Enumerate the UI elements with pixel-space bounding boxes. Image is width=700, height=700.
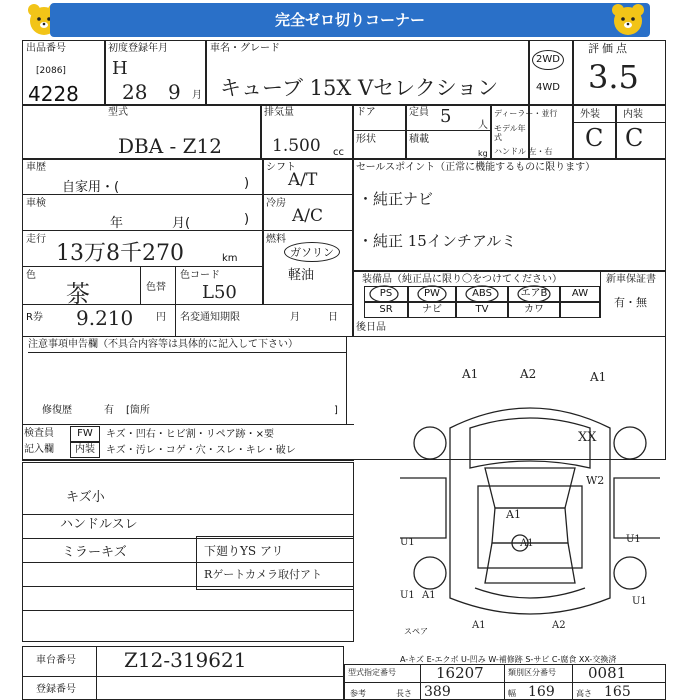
interior-label: 内装 bbox=[70, 442, 100, 458]
inspection-label: 車検 bbox=[26, 198, 46, 209]
reg-label: 初度登録年月 bbox=[108, 43, 168, 54]
remark-line-2: ハンドルスレ bbox=[60, 517, 138, 532]
equip-leather: カワ bbox=[508, 302, 560, 318]
int-label: 内装 bbox=[623, 109, 643, 120]
score-value: 3.5 bbox=[588, 58, 639, 96]
selling-label: セールスポイント（正常に機能するものに限ります） bbox=[356, 162, 596, 173]
reg-month-unit: 月 bbox=[192, 90, 202, 101]
shift-value: A/T bbox=[288, 170, 318, 190]
ext-value: C bbox=[585, 124, 604, 152]
mark-a1-rear-left: A1 bbox=[422, 590, 436, 601]
model-value: DBA - Z12 bbox=[118, 134, 222, 158]
mark-u1-left: U1 bbox=[400, 537, 415, 548]
fuel-alt: 軽油 bbox=[288, 268, 315, 283]
mark-u1-rear-left: U1 bbox=[400, 590, 415, 601]
later-label: 後日品 bbox=[356, 322, 386, 333]
ext-label: 外装 bbox=[580, 109, 600, 120]
equip-navi: ナビ bbox=[408, 302, 456, 318]
equip-circles bbox=[364, 284, 600, 304]
disp-unit: cc bbox=[333, 147, 344, 158]
recycle-unit: 円 bbox=[156, 312, 166, 323]
class-value: 0081 bbox=[588, 664, 627, 682]
ac-value: A/C bbox=[292, 206, 324, 226]
bear-logo-right bbox=[610, 2, 646, 38]
seats-unit: 人 bbox=[478, 120, 488, 131]
selling-point-2: ・純正 15インチアルミ bbox=[358, 232, 517, 250]
deadline-month: 月 bbox=[290, 312, 300, 323]
warranty-value: 有・無 bbox=[614, 296, 647, 309]
equipment-label: 装備品（純正品に限り〇をつけてください） bbox=[362, 274, 562, 285]
mark-a1-front-left: A1 bbox=[462, 367, 479, 381]
chassis-label: 車台番号 bbox=[36, 655, 76, 666]
history-label: 車歴 bbox=[26, 162, 46, 173]
mark-u1-rear-right: U1 bbox=[632, 596, 647, 607]
load-unit: kg bbox=[478, 149, 488, 158]
spare-label: スペア bbox=[404, 627, 428, 636]
inspection-close: ) bbox=[244, 212, 250, 227]
remark-box-line-2: Rゲートカメラ取付アト bbox=[204, 568, 322, 581]
remark-line-1: キズ小 bbox=[66, 490, 105, 505]
inspection-year: 年 bbox=[110, 216, 124, 231]
history-value: 自家用・( bbox=[62, 180, 120, 195]
disp-value: 1.500 bbox=[272, 136, 321, 156]
reg-month: 9 bbox=[168, 80, 181, 104]
inspector-label-1: 検査員 bbox=[24, 428, 54, 439]
height-value: 165 bbox=[604, 684, 631, 700]
dealer-label: ディーラー・並行 bbox=[494, 109, 558, 118]
color-code-value: L50 bbox=[202, 282, 237, 303]
shape-label: 形状 bbox=[356, 134, 376, 145]
mark-a1-front-right: A1 bbox=[590, 370, 607, 384]
recycle-value: 9.210 bbox=[76, 306, 134, 330]
score-label: 評価点 bbox=[588, 42, 630, 55]
ac-label: 冷房 bbox=[266, 198, 286, 209]
fw-items: キズ・凹右・ヒビ割・リペア跡・×要 bbox=[106, 429, 274, 440]
fuel-value: ガソリン bbox=[284, 242, 340, 262]
remark-box-line-1: 下廻りYS アリ bbox=[204, 544, 284, 558]
mark-w2: W2 bbox=[586, 474, 605, 487]
repair-value: 有 bbox=[104, 405, 114, 416]
chassis-value: Z12-319621 bbox=[124, 648, 247, 672]
int-value: C bbox=[625, 124, 644, 152]
type-label: 型式指定番号 bbox=[348, 668, 396, 677]
seats-label: 定員 bbox=[409, 107, 429, 118]
equip-tv: TV bbox=[456, 302, 508, 318]
mark-a2-front: A2 bbox=[520, 367, 537, 381]
door-label: ドア bbox=[356, 107, 376, 118]
deadline-label: 名変通知期限 bbox=[180, 312, 240, 323]
deadline-day: 日 bbox=[328, 312, 338, 323]
mark-a1-bumper: A1 bbox=[472, 620, 486, 631]
name-label: 車名・グレード bbox=[210, 43, 280, 54]
equip-airbag: エアB bbox=[508, 286, 560, 302]
recycle-label: R券 bbox=[26, 312, 43, 323]
warranty-label: 新車保証書 bbox=[606, 274, 656, 285]
drive-4wd: 4WD bbox=[536, 82, 560, 93]
repair-label: 修復歴 bbox=[42, 405, 72, 416]
repair-place: [箇所 bbox=[126, 405, 150, 416]
height-label: 高さ bbox=[576, 689, 592, 698]
shift-label: シフト bbox=[266, 162, 296, 173]
notes-label: 注意事項申告欄（不具合内容等は具体的に記入して下さい） bbox=[28, 339, 298, 350]
car-name-grade: キューブ 15X Vセレクション bbox=[220, 76, 499, 100]
disp-label: 排気量 bbox=[264, 107, 294, 118]
fw-label: FW bbox=[70, 426, 100, 442]
type-value: 16207 bbox=[436, 664, 484, 682]
equip-empty bbox=[560, 302, 600, 318]
color-value: 茶 bbox=[66, 280, 90, 308]
color-change-label: 色替 bbox=[146, 282, 166, 293]
lot-number: 4228 bbox=[28, 82, 79, 106]
equip-abs: ABS bbox=[456, 286, 508, 302]
lot-sub: [2086] bbox=[36, 66, 66, 76]
damage-legend: A-キズ E-エクボ U-凹み W-補修跡 S-サビ C-腐食 XX-交換済 bbox=[400, 655, 617, 664]
model-year-label: モデル年式 bbox=[494, 124, 526, 142]
len-value: 389 bbox=[424, 684, 451, 700]
width-value: 169 bbox=[528, 684, 555, 700]
interior-items: キズ・汚レ・コゲ・穴・スレ・キレ・破レ bbox=[106, 445, 296, 456]
color-code-label: 色コード bbox=[180, 270, 220, 281]
model-label: 型式 bbox=[108, 107, 128, 118]
mark-xx: XX bbox=[578, 430, 597, 445]
load-label: 積載 bbox=[409, 134, 429, 145]
history-close: ) bbox=[244, 176, 250, 191]
mark-a1-rear: A1 bbox=[520, 538, 534, 549]
inspection-month: 月( bbox=[172, 216, 191, 231]
equip-sr: SR bbox=[364, 302, 408, 318]
reg-no-label: 登録番号 bbox=[36, 684, 76, 695]
mark-u1-right: U1 bbox=[626, 534, 641, 545]
width-label: 幅 bbox=[508, 689, 516, 698]
handle-label: ハンドル 左・右 bbox=[494, 147, 553, 156]
fuel-label: 燃料 bbox=[266, 234, 286, 245]
repair-close: ] bbox=[334, 405, 338, 416]
mark-a1-roof: A1 bbox=[506, 508, 521, 521]
drive-2wd: 2WD bbox=[532, 50, 564, 70]
len-label: 長さ bbox=[396, 689, 412, 698]
equip-aw: AW bbox=[560, 286, 600, 302]
color-label: 色 bbox=[26, 270, 36, 281]
mileage-unit: km bbox=[222, 253, 238, 264]
banner: 完全ゼロ切りコーナー bbox=[50, 3, 650, 37]
class-label: 類別区分番号 bbox=[508, 668, 556, 677]
mark-a2-bumper: A2 bbox=[552, 620, 566, 631]
inspector-label-2: 記入欄 bbox=[24, 444, 54, 455]
equip-ps: PS bbox=[364, 286, 408, 302]
lot-label: 出品番号 bbox=[26, 43, 66, 54]
selling-point-1: ・純正ナビ bbox=[358, 190, 434, 208]
reg-era: H bbox=[112, 58, 128, 79]
remark-line-3: ミラーキズ bbox=[62, 545, 127, 560]
equip-pw: PW bbox=[408, 286, 456, 302]
mileage-value: 13万8千270 bbox=[56, 241, 184, 266]
ref-label: 参考 bbox=[350, 689, 366, 698]
mileage-label: 走行 bbox=[26, 234, 46, 245]
seats-value: 5 bbox=[440, 106, 452, 127]
reg-year: 28 bbox=[122, 80, 148, 104]
